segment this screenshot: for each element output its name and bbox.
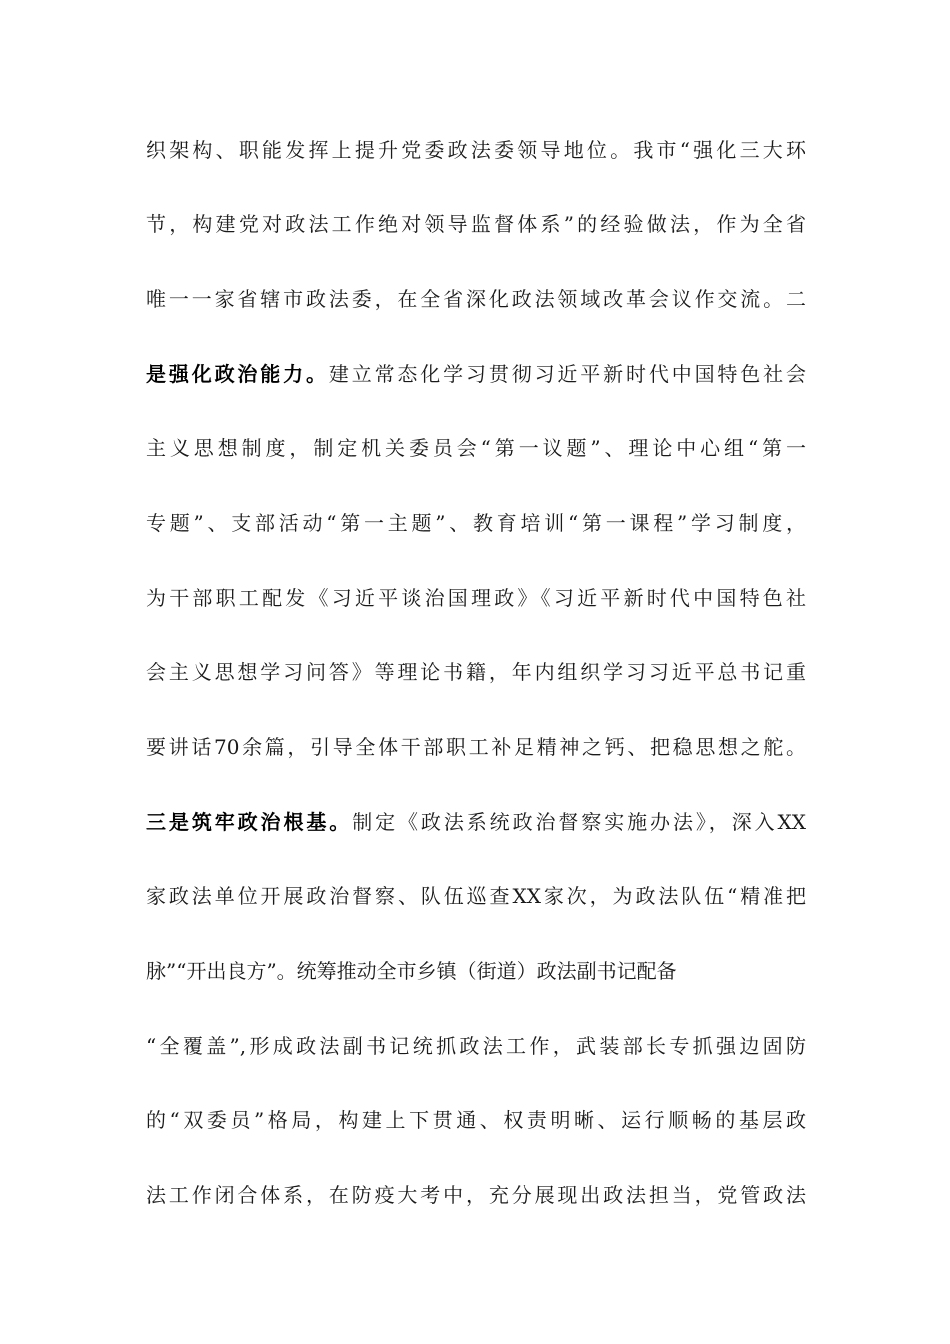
line-text: 会主义思想学习问答》等理论书籍，年内组织学习习近平总书记重 — [146, 660, 806, 684]
line-text: 主义思想制度，制定机关委员会“第一议题”、理论中心组“第一 — [146, 436, 806, 460]
line-text: 要讲话70余篇，引导全体干部职工补足精神之钙、把稳思想之舵。 — [146, 735, 806, 759]
line-text: 节，构建党对政法工作绝对领导监督体系”的经验做法，作为全省 — [146, 212, 806, 236]
line-text: 织架构、职能发挥上提升党委政法委领导地位。我市“强化三大环 — [146, 138, 806, 162]
line-text: 脉”“开出良方”。统筹推动全市乡镇（街道）政法副书记配备 — [146, 959, 677, 983]
text-line — [146, 578, 806, 618]
line-text: 唯一一家省辖市政法委，在全省深化政法领域改革会议作交流。二 — [146, 287, 806, 311]
text-line — [146, 652, 806, 692]
text-line — [146, 802, 806, 842]
text-line — [146, 1026, 806, 1066]
line-text: 专题”、支部活动“第一主题”、教育培训“第一课程”学习制度， — [146, 511, 806, 535]
line-text: 家政法单位开展政治督察、队伍巡查XX家次，为政法队伍“精准把 — [146, 884, 806, 908]
text-line — [146, 204, 806, 244]
text-line — [146, 428, 806, 468]
text-line — [146, 279, 806, 319]
bold-heading: 三是筑牢政治根基。 — [146, 810, 353, 834]
text-line — [146, 1100, 806, 1140]
text-line — [146, 876, 806, 916]
line-text: “全覆盖”,形成政法副书记统抓政法工作，武装部长专抓强边固防 — [146, 1034, 806, 1058]
text-line — [146, 1175, 806, 1215]
line-text: 的“双委员”格局，构建上下贯通、权责明晰、运行顺畅的基层政 — [146, 1108, 806, 1132]
text-line — [146, 354, 806, 394]
text-line — [146, 951, 806, 991]
bold-heading: 是强化政治能力。 — [146, 362, 329, 386]
line-text: 建立常态化学习贯彻习近平新时代中国特色社会 — [328, 362, 807, 386]
line-text: 制定《政法系统政治督察实施办法》，深入XX — [352, 810, 806, 834]
text-line — [146, 130, 806, 170]
line-text: 为干部职工配发《习近平谈治国理政》《习近平新时代中国特色社 — [146, 586, 806, 610]
text-line — [146, 727, 806, 767]
text-line — [146, 503, 806, 543]
line-text: 法工作闭合体系，在防疫大考中，充分展现出政法担当，党管政法 — [146, 1183, 806, 1207]
